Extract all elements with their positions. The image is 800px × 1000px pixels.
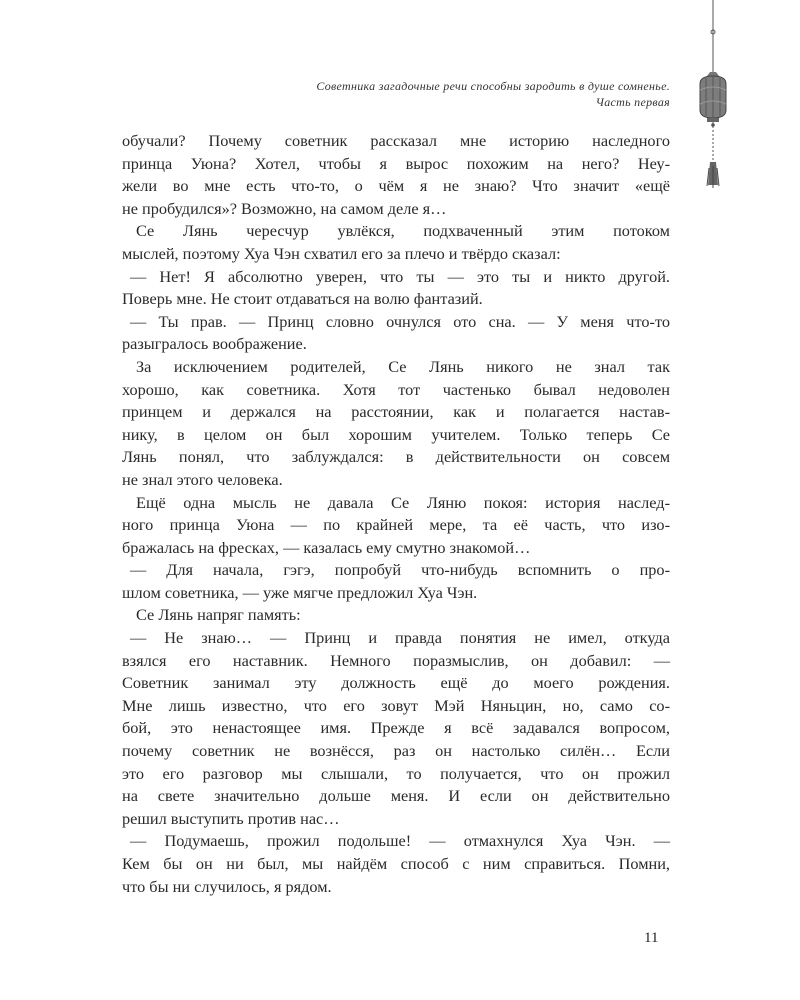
text-line: Се Лянь чересчур увлёкся, подхваченный этим потоком <box>136 221 670 241</box>
body-text <box>122 130 670 898</box>
text-line: взялся его наставник. Немного поразмыслив, он добавил: — <box>122 650 670 670</box>
text-line: что бы ни случилось, я рядом. <box>122 876 332 896</box>
text-line: — Подумаешь, прожил подольше! — отмахнулся Хуа Чэн. — <box>130 831 670 851</box>
text-line: не пробудился»? Возможно, на самом деле я… <box>122 198 447 218</box>
text-line: ного принца Уюна — по крайней мере, та её часть, что изо- <box>122 515 670 535</box>
text-line: принцем и держался на расстоянии, как и полагается настав- <box>122 402 670 422</box>
page-number: 11 <box>644 930 659 946</box>
text-line: — Не знаю… — Принц и правда понятия не имел, откуда <box>130 628 670 648</box>
text-line: нику, в целом он был хорошим учителем. Только теперь Се <box>122 424 670 444</box>
text-line: хорошо, как советника. Хотя тот частенько бывал недоволен <box>122 379 670 399</box>
text-line: Лянь понял, что заблуждался: в действительности он совсем <box>122 447 670 467</box>
text-line: За исключением родителей, Се Лянь никого не знал так <box>136 356 670 376</box>
text-line: Советник занимал эту должность ещё до моего рождения. <box>122 673 670 693</box>
text-line: Мне лишь известно, что его зовут Мэй Няньцин, но, само со- <box>122 695 670 715</box>
text-line: бой, это ненастоящее имя. Прежде я всё задавался вопросом, <box>122 718 670 738</box>
text-line: не знал этого человека. <box>122 469 283 489</box>
text-line: обучали? Почему советник рассказал мне историю наследного <box>122 131 670 150</box>
text-line: шлом советника, — уже мягче предложил Хуа Чэн. <box>122 582 478 602</box>
text-line: Кем бы он ни был, мы найдём способ с ним справиться. Помни, <box>122 854 670 873</box>
text-line: — Для начала, гэгэ, попробуй что-нибудь вспомнить о про- <box>130 560 670 580</box>
text-line: — Нет! Я абсолютно уверен, что ты — это ты и никто другой. <box>130 266 670 286</box>
running-head-part: Часть первая <box>595 95 670 109</box>
text-line: — Ты прав. — Принц словно очнулся ото сна. — У меня что-то <box>130 311 670 331</box>
text-line: Поверь мне. Не стоит отдаваться на волю фантазий. <box>122 289 483 309</box>
text-line: на свете значительно дольше меня. И если он действительно <box>122 786 670 806</box>
text-line: жели во мне есть что-то, о чём я не знаю? Что значит «ещё <box>122 176 670 196</box>
text-line: Се Лянь напряг память: <box>136 605 301 625</box>
running-head-title: Советника загадочные речи способны зародить в душе сомненье. <box>316 79 670 93</box>
text-line: мыслей, поэтому Хуа Чэн схватил его за плечо и твёрдо сказал: <box>122 243 561 263</box>
text-line: решил выступить против нас… <box>122 808 340 828</box>
text-line: разыгралось воображение. <box>122 334 307 354</box>
text-line: это его разговор мы слышали, то получается, что он прожил <box>122 763 670 783</box>
text-line: Ещё одна мысль не давала Се Ляню покоя: история наслед- <box>136 492 670 512</box>
text-line: бражалась на фресках, — казалась ему смутно знакомой… <box>122 537 531 557</box>
hanging-lantern-icon <box>690 0 740 204</box>
text-line: почему советник не вознёсся, раз он настолько силён… Если <box>122 741 670 761</box>
text-line: принца Уюна? Хотел, чтобы я вырос похожим на него? Неу- <box>122 153 670 173</box>
running-head <box>316 78 670 110</box>
